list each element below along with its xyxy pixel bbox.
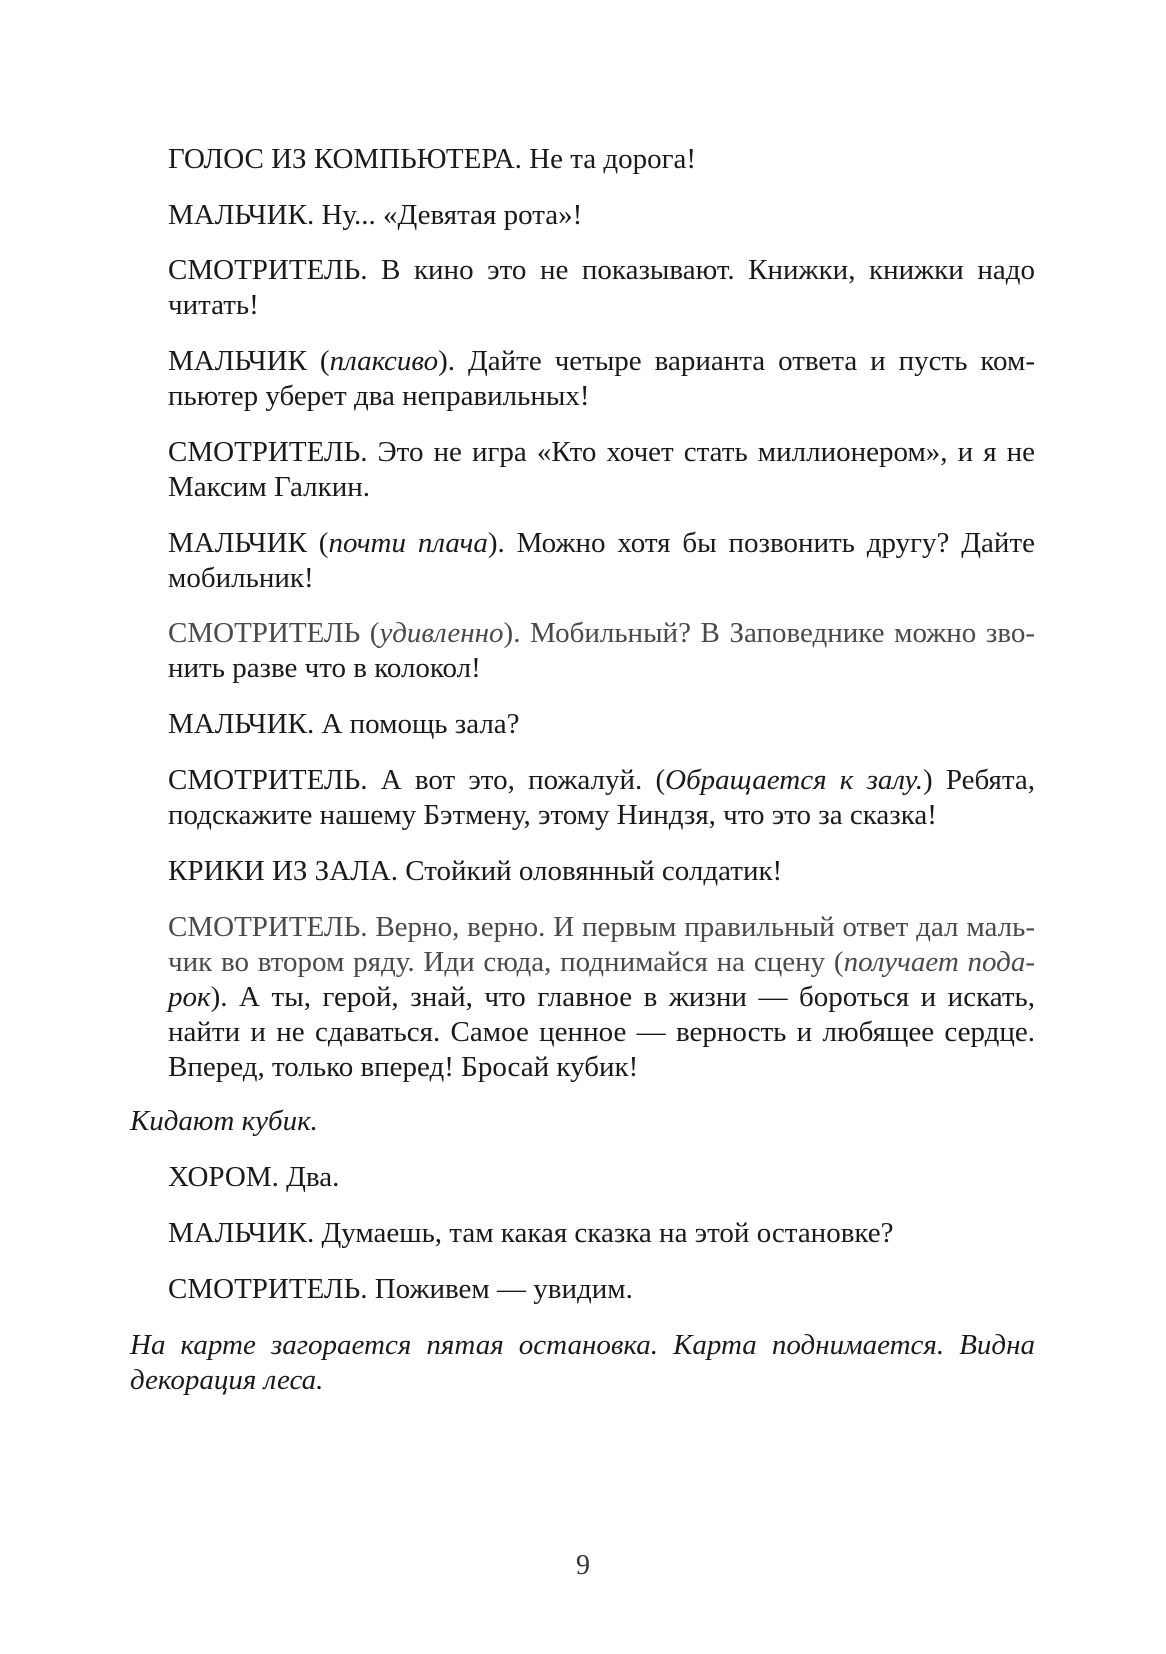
stage-direction: Обращается к залу. xyxy=(665,764,923,796)
stage-direction: рок xyxy=(168,981,211,1013)
replica-keeper-correct-line2: чик во втором ряду. Иди сюда, поднимайся на сцену (получает пода- xyxy=(168,946,1035,978)
stage-direction-map-line1: На карте загорается пятая остановка. Карта поднимается. Видна xyxy=(130,1329,1035,1361)
replica-boy-which-tale: МАЛЬЧИК. Думаешь, там какая сказка на этой остановке? xyxy=(168,1217,894,1249)
replica-keeper-millionaire-line2: Максим Галкин. xyxy=(168,471,371,503)
replica-boy-four-options-line1: МАЛЬЧИК (плаксиво). Дайте четыре варианта ответа и пусть ком- xyxy=(168,345,1035,377)
replica-boy-audience-help: МАЛЬЧИК. А помощь зала? xyxy=(168,708,520,740)
stage-direction-throw-dice: Кидают кубик. xyxy=(130,1105,318,1137)
stage-direction-map-line2: декорация леса. xyxy=(130,1364,324,1396)
stage-direction: получает пода- xyxy=(843,946,1035,978)
replica-boy-call-friend-line2: мобильник! xyxy=(168,562,314,594)
replica-boy-four-options-line2: пьютер уберет два неправильных! xyxy=(168,380,590,412)
replica-keeper-books-line2: читать! xyxy=(168,289,259,321)
stage-direction: удивленно xyxy=(379,617,504,649)
replica-keeper-bell-line2: нить разве что в колокол! xyxy=(168,652,481,684)
replica-computer-voice: ГОЛОС ИЗ КОМПЬЮТЕРА. Не та дорога! xyxy=(168,143,697,175)
replica-keeper-correct-line4: найти и не сдаваться. Самое ценное — верность и любящее сердце. xyxy=(168,1016,1035,1048)
replica-keeper-correct-line5: Вперед, только вперед! Бросай кубик! xyxy=(168,1051,639,1083)
replica-keeper-books-line1: СМОТРИТЕЛЬ. В кино это не показывают. Книжки, книжки надо xyxy=(168,254,1035,286)
replica-keeper-ask-audience-line2: подскажите нашему Бэтмену, этому Ниндзя, что это за сказка! xyxy=(168,799,937,831)
replica-keeper-millionaire-line1: СМОТРИТЕЛЬ. Это не игра «Кто хочет стать миллионером», и я не xyxy=(168,436,1035,468)
replica-keeper-bell-line1: СМОТРИТЕЛЬ (удивленно). Мобильный? В Заповеднике можно зво- xyxy=(168,617,1035,649)
replica-boy-ninth-company: МАЛЬЧИК. Ну... «Девятая рота»! xyxy=(168,199,583,231)
replica-keeper-we-will-see: СМОТРИТЕЛЬ. Поживем — увидим. xyxy=(168,1273,633,1305)
replica-keeper-ask-audience-line1: СМОТРИТЕЛЬ. А вот это, пожалуй. (Обращается к залу.) Ребята, xyxy=(168,764,1035,796)
replica-boy-call-friend-line1: МАЛЬЧИК (почти плача). Можно хотя бы позвонить другу? Дайте xyxy=(168,527,1035,559)
replica-chorus-two: ХОРОМ. Два. xyxy=(168,1161,340,1193)
replica-audience-shouts: КРИКИ ИЗ ЗАЛА. Стойкий оловянный солдатик! xyxy=(168,855,783,887)
page-number: 9 xyxy=(576,1550,590,1581)
stage-direction: плаксиво xyxy=(329,345,439,377)
replica-keeper-correct-line3: рок). А ты, герой, знай, что главное в жизни — бороться и искать, xyxy=(168,981,1035,1013)
replica-keeper-correct-line1: СМОТРИТЕЛЬ. Верно, верно. И первым правильный ответ дал маль- xyxy=(168,911,1035,943)
stage-direction: почти плача xyxy=(328,527,488,559)
